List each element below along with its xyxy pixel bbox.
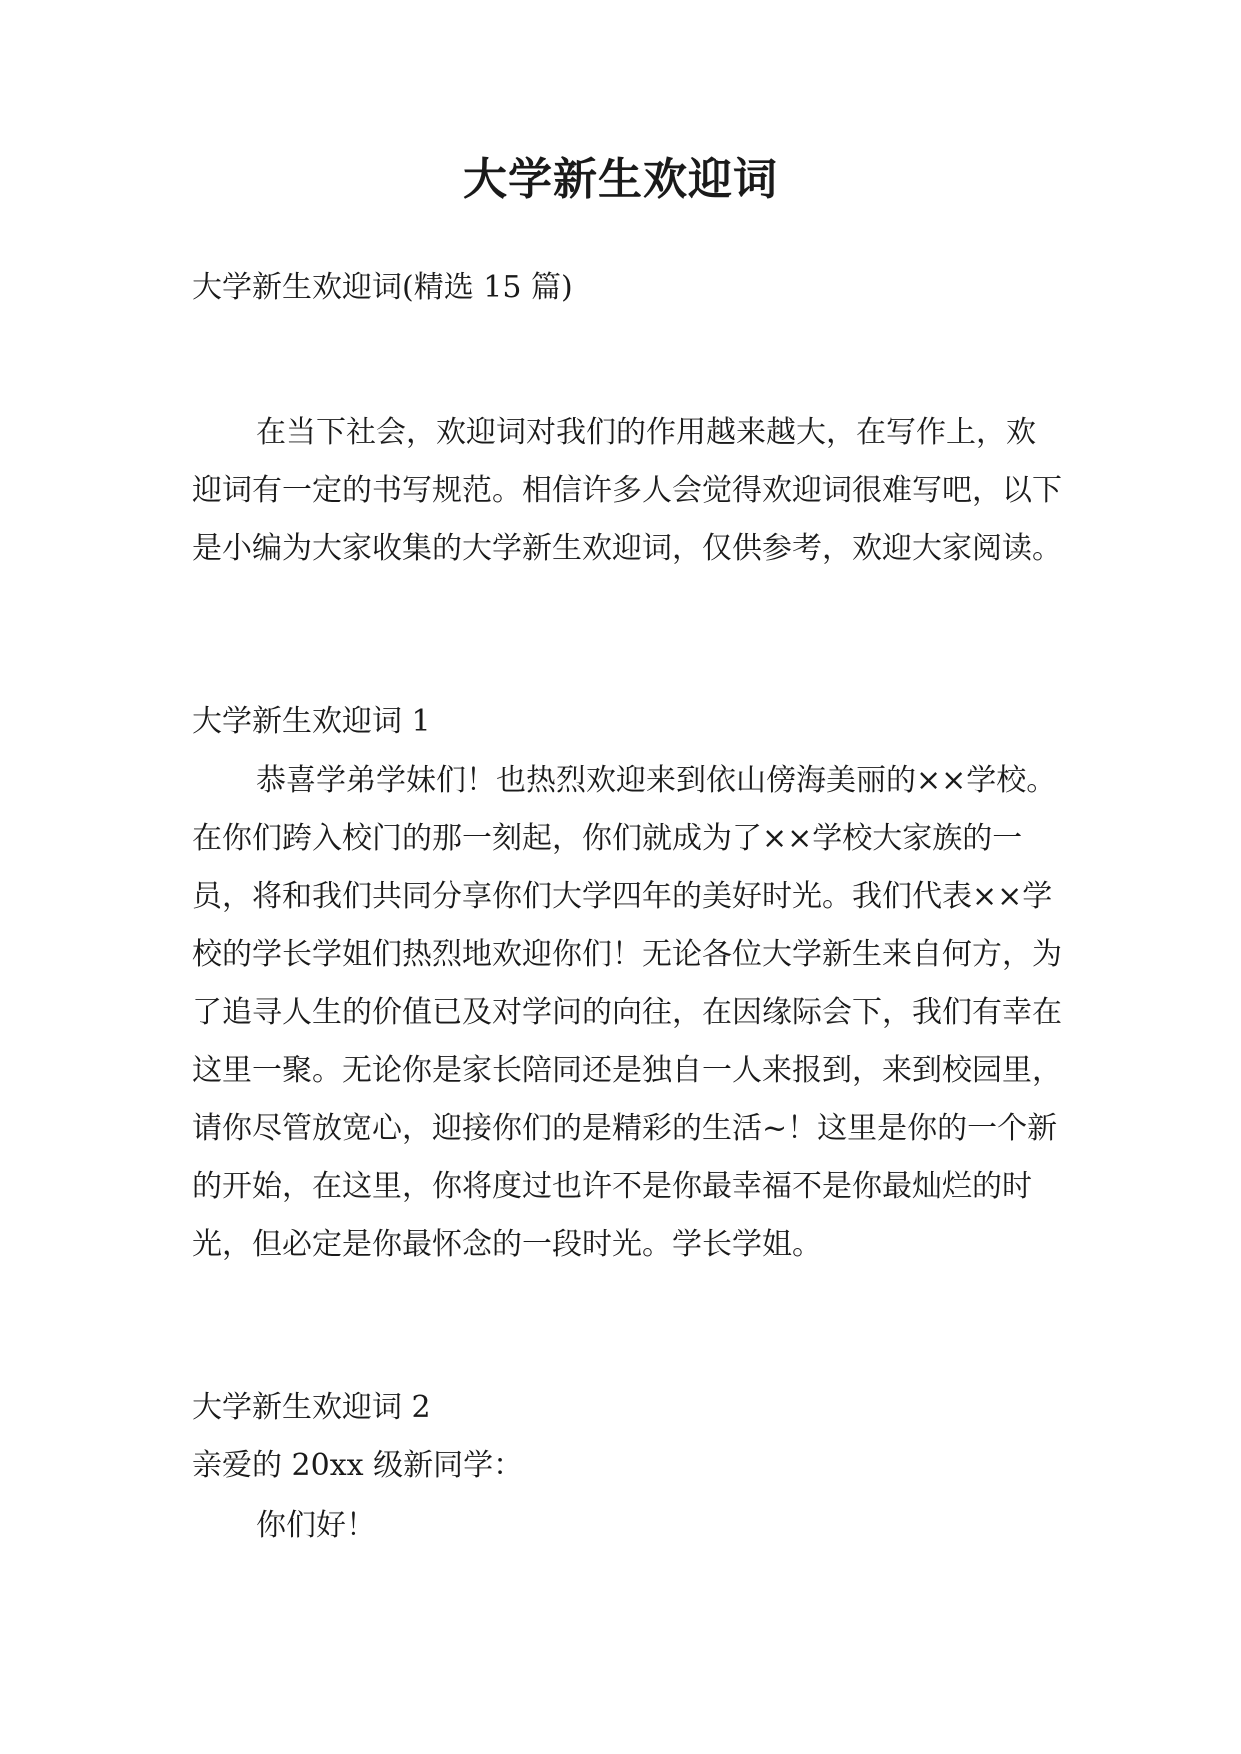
section-1-heading: 大学新生欢迎词 1 bbox=[192, 704, 431, 739]
document-title: 大学新生欢迎词 bbox=[463, 154, 778, 205]
intro-paragraph: 在当下社会，欢迎词对我们的作用越来越大，在写作上，欢迎词有一定的书写规范。相信许多人会觉得欢迎词很难写吧，以下是小编为大家收集的大学新生欢迎词，仅供参考，欢迎大家阅读。 bbox=[192, 415, 1062, 566]
section-2-heading: 大学新生欢迎词 2 bbox=[192, 1390, 431, 1425]
section-2-greeting: 你们好！ bbox=[256, 1508, 376, 1543]
section-2-salutation: 亲爱的 20xx 级新同学： bbox=[192, 1448, 524, 1483]
document-subtitle: 大学新生欢迎词(精选 15 篇) bbox=[192, 270, 573, 305]
section-1-body: 恭喜学弟学妹们！也热烈欢迎来到依山傍海美丽的××学校。在你们跨入校门的那一刻起，你们就成为了××学校大家族的一员，将和我们共同分享你们大学四年的美好时光。我们代表××学校的学长学姐们热烈地欢迎你们！无论各位大学新生来自何方，为了追寻人生的价值已及对学问的向往，在因缘际会下，我们有幸在这里一聚。无论你是家长陪同还是独自一人来报到，来到校园里，请你尽管放宽心，迎接你们的是精彩的生活~！这里是你的一个新的开始，在这里，你将度过也许不是你最幸福不是你最灿烂的时光，但必定是你最怀念的一段时光。学长学姐。 bbox=[192, 763, 1062, 1262]
